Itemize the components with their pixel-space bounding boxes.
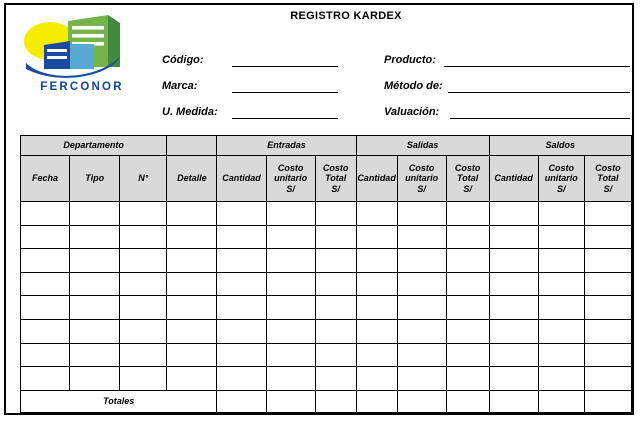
kardex-cell-r7-c9[interactable] <box>446 367 489 391</box>
kardex-column-header-9: Costo Total S/ <box>446 156 489 202</box>
field-codigo-label: Código: <box>162 54 204 66</box>
kardex-cell-r2-c8[interactable] <box>397 249 446 273</box>
kardex-cell-r0-c11[interactable] <box>538 202 584 226</box>
table-row <box>21 296 632 320</box>
kardex-column-header-5: Costo unitario S/ <box>266 156 315 202</box>
kardex-cell-r2-c3[interactable] <box>167 249 217 273</box>
kardex-cell-r4-c11[interactable] <box>538 296 584 320</box>
kardex-column-header-8: Costo unitario S/ <box>397 156 446 202</box>
kardex-cell-r0-c3[interactable] <box>167 202 217 226</box>
kardex-cell-r3-c2[interactable] <box>120 272 167 296</box>
kardex-column-header-0: Fecha <box>21 156 70 202</box>
kardex-cell-r1-c3[interactable] <box>167 225 217 249</box>
kardex-cell-r3-c7[interactable] <box>356 272 397 296</box>
kardex-group-header-row <box>21 136 632 156</box>
kardex-cell-r3-c6[interactable] <box>315 272 356 296</box>
kardex-column-header-10: Cantidad <box>489 156 538 202</box>
kardex-cell-r4-c10[interactable] <box>489 296 538 320</box>
kardex-cell-r6-c12[interactable] <box>584 343 631 367</box>
kardex-totals-cell-8[interactable] <box>584 390 631 412</box>
kardex-cell-r6-c5[interactable] <box>266 343 315 367</box>
field-valuacion <box>384 101 630 119</box>
kardex-cell-r5-c5[interactable] <box>266 319 315 343</box>
kardex-group-header-departamento: Departamento <box>21 136 167 156</box>
kardex-cell-r4-c1[interactable] <box>70 296 120 320</box>
kardex-cell-r7-c5[interactable] <box>266 367 315 391</box>
kardex-table-body <box>21 202 632 413</box>
kardex-cell-r1-c9[interactable] <box>446 225 489 249</box>
field-metodo-de <box>384 75 630 93</box>
kardex-column-header-row <box>21 156 632 202</box>
kardex-table-container <box>20 135 632 413</box>
table-row <box>21 367 632 391</box>
kardex-cell-r2-c10[interactable] <box>489 249 538 273</box>
field-valuacion-input[interactable] <box>450 105 630 119</box>
kardex-cell-r5-c3[interactable] <box>167 319 217 343</box>
kardex-cell-r1-c10[interactable] <box>489 225 538 249</box>
kardex-group-header-saldos: Saldos <box>489 136 631 156</box>
kardex-cell-r0-c1[interactable] <box>70 202 120 226</box>
kardex-cell-r3-c3[interactable] <box>167 272 217 296</box>
kardex-cell-r4-c7[interactable] <box>356 296 397 320</box>
kardex-cell-r6-c11[interactable] <box>538 343 584 367</box>
kardex-column-header-3: Detalle <box>167 156 217 202</box>
table-row <box>21 319 632 343</box>
kardex-totals-label: Totales <box>21 390 217 412</box>
kardex-cell-r6-c0[interactable] <box>21 343 70 367</box>
kardex-cell-r3-c10[interactable] <box>489 272 538 296</box>
kardex-cell-r5-c10[interactable] <box>489 319 538 343</box>
kardex-cell-r2-c6[interactable] <box>315 249 356 273</box>
kardex-totals-cell-6[interactable] <box>489 390 538 412</box>
kardex-cell-r0-c8[interactable] <box>397 202 446 226</box>
kardex-cell-r7-c7[interactable] <box>356 367 397 391</box>
kardex-cell-r4-c5[interactable] <box>266 296 315 320</box>
kardex-cell-r4-c12[interactable] <box>584 296 631 320</box>
document-border <box>4 3 634 415</box>
kardex-totals-cell-1[interactable] <box>266 390 315 412</box>
kardex-cell-r0-c6[interactable] <box>315 202 356 226</box>
kardex-cell-r1-c11[interactable] <box>538 225 584 249</box>
kardex-cell-r0-c0[interactable] <box>21 202 70 226</box>
kardex-cell-r7-c12[interactable] <box>584 367 631 391</box>
kardex-cell-r1-c5[interactable] <box>266 225 315 249</box>
kardex-cell-r4-c2[interactable] <box>120 296 167 320</box>
kardex-cell-r2-c4[interactable] <box>217 249 266 273</box>
kardex-column-header-6: Costo Total S/ <box>315 156 356 202</box>
document-header <box>6 5 632 127</box>
kardex-totals-cell-5[interactable] <box>446 390 489 412</box>
logo-wordmark: FERCONOR <box>40 81 124 93</box>
kardex-group-header-entradas: Entradas <box>217 136 356 156</box>
kardex-cell-r5-c2[interactable] <box>120 319 167 343</box>
kardex-cell-r0-c12[interactable] <box>584 202 631 226</box>
kardex-cell-r7-c10[interactable] <box>489 367 538 391</box>
kardex-cell-r7-c8[interactable] <box>397 367 446 391</box>
table-row <box>21 343 632 367</box>
field-producto <box>384 49 630 67</box>
kardex-cell-r4-c8[interactable] <box>397 296 446 320</box>
form-fields <box>6 43 640 125</box>
kardex-cell-r4-c3[interactable] <box>167 296 217 320</box>
kardex-cell-r6-c8[interactable] <box>397 343 446 367</box>
field-producto-label: Producto: <box>384 54 436 66</box>
kardex-cell-r7-c11[interactable] <box>538 367 584 391</box>
kardex-cell-r0-c10[interactable] <box>489 202 538 226</box>
kardex-totals-cell-3[interactable] <box>356 390 397 412</box>
kardex-cell-r5-c0[interactable] <box>21 319 70 343</box>
kardex-cell-r3-c1[interactable] <box>70 272 120 296</box>
field-metodo-de-label: Método de: <box>384 80 443 92</box>
kardex-column-header-2: N° <box>120 156 167 202</box>
table-row <box>21 249 632 273</box>
field-marca-input[interactable] <box>232 79 338 93</box>
kardex-cell-r0-c7[interactable] <box>356 202 397 226</box>
field-valuacion-label: Valuación: <box>384 106 440 118</box>
kardex-totals-cell-2[interactable] <box>315 390 356 412</box>
kardex-cell-r5-c6[interactable] <box>315 319 356 343</box>
kardex-column-header-11: Costo unitario S/ <box>538 156 584 202</box>
kardex-cell-r2-c2[interactable] <box>120 249 167 273</box>
field-marca-label: Marca: <box>162 80 198 92</box>
field-codigo <box>162 49 338 67</box>
kardex-cell-r3-c4[interactable] <box>217 272 266 296</box>
kardex-cell-r1-c12[interactable] <box>584 225 631 249</box>
kardex-cell-r0-c9[interactable] <box>446 202 489 226</box>
kardex-cell-r2-c12[interactable] <box>584 249 631 273</box>
kardex-cell-r6-c7[interactable] <box>356 343 397 367</box>
kardex-cell-r2-c7[interactable] <box>356 249 397 273</box>
kardex-cell-r7-c2[interactable] <box>120 367 167 391</box>
table-row <box>21 272 632 296</box>
kardex-cell-r1-c0[interactable] <box>21 225 70 249</box>
kardex-cell-r2-c0[interactable] <box>21 249 70 273</box>
kardex-cell-r7-c1[interactable] <box>70 367 120 391</box>
kardex-cell-r4-c4[interactable] <box>217 296 266 320</box>
kardex-totals-cell-0[interactable] <box>217 390 266 412</box>
kardex-cell-r7-c0[interactable] <box>21 367 70 391</box>
kardex-cell-r7-c6[interactable] <box>315 367 356 391</box>
kardex-cell-r1-c8[interactable] <box>397 225 446 249</box>
kardex-cell-r6-c9[interactable] <box>446 343 489 367</box>
kardex-cell-r7-c3[interactable] <box>167 367 217 391</box>
kardex-cell-r2-c9[interactable] <box>446 249 489 273</box>
kardex-cell-r2-c1[interactable] <box>70 249 120 273</box>
kardex-column-header-12: Costo Total S/ <box>584 156 631 202</box>
table-row <box>21 225 632 249</box>
kardex-cell-r3-c8[interactable] <box>397 272 446 296</box>
kardex-group-header-blank <box>167 136 217 156</box>
kardex-cell-r5-c12[interactable] <box>584 319 631 343</box>
kardex-cell-r4-c9[interactable] <box>446 296 489 320</box>
kardex-cell-r6-c6[interactable] <box>315 343 356 367</box>
kardex-cell-r2-c11[interactable] <box>538 249 584 273</box>
kardex-cell-r1-c4[interactable] <box>217 225 266 249</box>
kardex-cell-r5-c8[interactable] <box>397 319 446 343</box>
kardex-cell-r6-c4[interactable] <box>217 343 266 367</box>
kardex-cell-r5-c9[interactable] <box>446 319 489 343</box>
kardex-cell-r3-c5[interactable] <box>266 272 315 296</box>
kardex-cell-r1-c7[interactable] <box>356 225 397 249</box>
kardex-table <box>20 135 632 413</box>
field-unidad-medida <box>162 101 338 119</box>
kardex-cell-r5-c4[interactable] <box>217 319 266 343</box>
kardex-cell-r5-c11[interactable] <box>538 319 584 343</box>
kardex-cell-r3-c9[interactable] <box>446 272 489 296</box>
kardex-cell-r3-c12[interactable] <box>584 272 631 296</box>
kardex-totals-cell-7[interactable] <box>538 390 584 412</box>
kardex-totals-cell-4[interactable] <box>397 390 446 412</box>
field-metodo-de-input[interactable] <box>448 79 630 93</box>
kardex-cell-r0-c2[interactable] <box>120 202 167 226</box>
kardex-cell-r0-c5[interactable] <box>266 202 315 226</box>
kardex-cell-r5-c7[interactable] <box>356 319 397 343</box>
kardex-cell-r3-c11[interactable] <box>538 272 584 296</box>
kardex-cell-r0-c4[interactable] <box>217 202 266 226</box>
kardex-table-head <box>21 136 632 202</box>
kardex-group-header-salidas: Salidas <box>356 136 489 156</box>
kardex-cell-r1-c6[interactable] <box>315 225 356 249</box>
kardex-totals-row <box>21 390 632 412</box>
kardex-column-header-7: Cantidad <box>356 156 397 202</box>
field-codigo-input[interactable] <box>232 53 338 67</box>
kardex-cell-r3-c0[interactable] <box>21 272 70 296</box>
field-unidad-medida-label: U. Medida: <box>162 106 218 118</box>
kardex-cell-r4-c0[interactable] <box>21 296 70 320</box>
field-unidad-medida-input[interactable] <box>232 105 338 119</box>
kardex-cell-r4-c6[interactable] <box>315 296 356 320</box>
page-title: REGISTRO KARDEX <box>290 10 402 22</box>
field-marca <box>162 75 338 93</box>
kardex-cell-r1-c1[interactable] <box>70 225 120 249</box>
field-producto-input[interactable] <box>444 53 630 67</box>
kardex-cell-r6-c2[interactable] <box>120 343 167 367</box>
table-row <box>21 202 632 226</box>
kardex-cell-r2-c5[interactable] <box>266 249 315 273</box>
kardex-cell-r7-c4[interactable] <box>217 367 266 391</box>
kardex-cell-r6-c3[interactable] <box>167 343 217 367</box>
kardex-cell-r6-c10[interactable] <box>489 343 538 367</box>
kardex-cell-r1-c2[interactable] <box>120 225 167 249</box>
kardex-cell-r6-c1[interactable] <box>70 343 120 367</box>
kardex-column-header-4: Cantidad <box>217 156 266 202</box>
kardex-cell-r5-c1[interactable] <box>70 319 120 343</box>
kardex-column-header-1: Tipo <box>70 156 120 202</box>
